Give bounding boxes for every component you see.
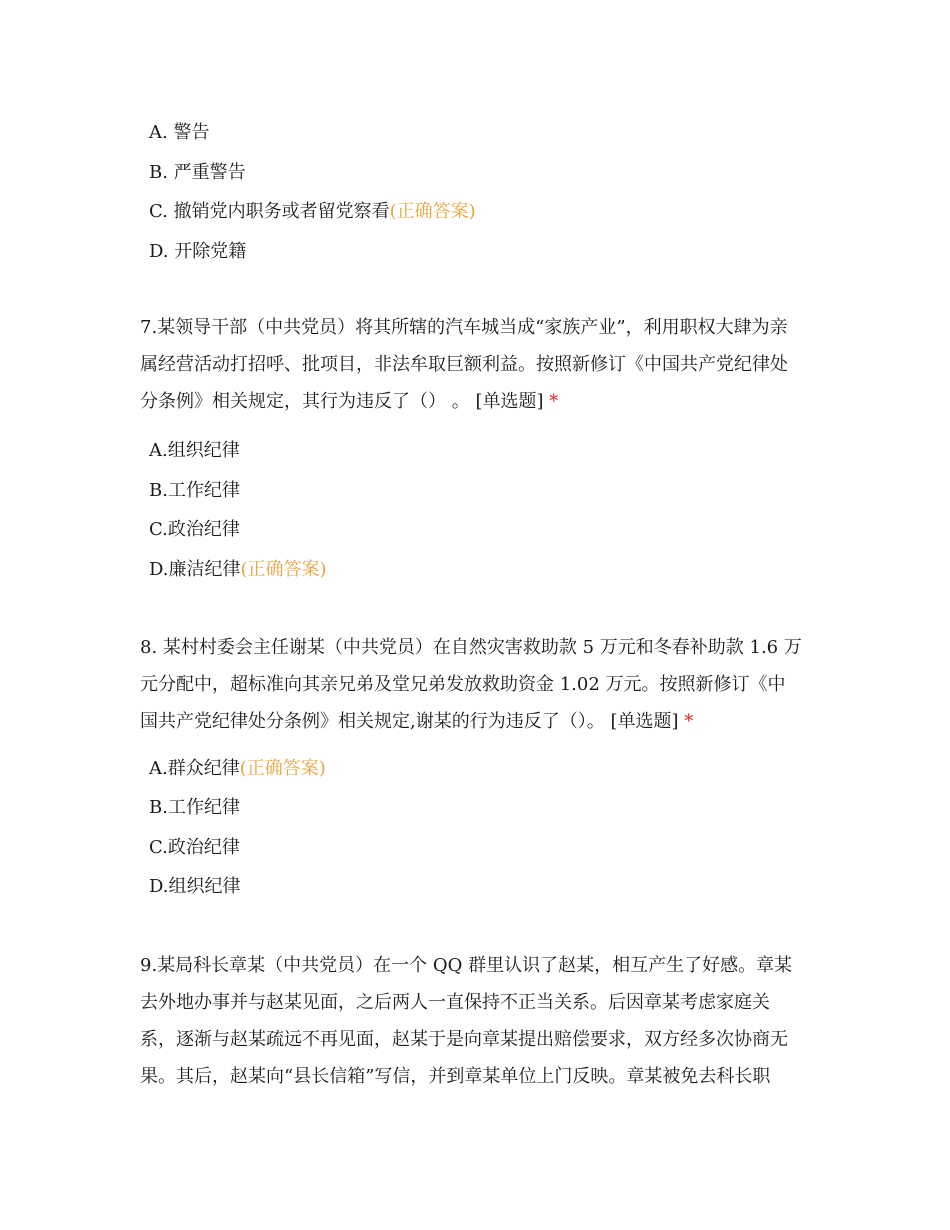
q8-option-d: D.组织纪律 (149, 876, 241, 897)
q6-option-c: C. 撤销党内职务或者留党察看(正确答案) (149, 201, 476, 222)
correct-answer-mark: (正确答案) (240, 559, 327, 580)
q8-question-text: 8. 某村村委会主任谢某（中共党员）在自然灾害救助款 5 万元和冬春补助款 1.6 万 元分配中，超标准向其亲兄弟及堂兄弟发放救助资金 1.02 万元。按照新修订《中 国共产党纪律处分条例》相关规定,谢某的行为违反了（）。 [单选题] * (140, 637, 802, 732)
q9-question-text: 9.某局科长章某（中共党员）在一个 QQ 群里认识了赵某，相互产生了好感。章某 去外地办事并与赵某见面，之后两人一直保持不正当关系。后因章某考虑家庭关 系，逐渐与赵某疏远不再见面，赵某于是向章某提出赔偿要求，双方经多次协商无 果。其后，赵某向“县长信箱”写信，并到章某单位上门反映。章某被免去科长职 (140, 955, 793, 1087)
q8-option-c: C.政治纪律 (149, 837, 240, 858)
q6-option-b: B. 严重警告 (149, 162, 246, 183)
correct-answer-mark: (正确答案) (239, 758, 326, 779)
q7-option-c: C.政治纪律 (149, 519, 240, 540)
q8-option-b: B.工作纪律 (149, 797, 240, 818)
q8-option-a: A.群众纪律(正确答案) (149, 758, 326, 779)
q6-option-a: A. 警告 (149, 122, 210, 143)
required-asterisk: * (549, 391, 559, 412)
q7-option-d: D.廉洁纪律(正确答案) (149, 559, 327, 580)
q7-option-b: B.工作纪律 (149, 480, 240, 501)
correct-answer-mark: (正确答案) (389, 201, 476, 222)
q7-option-a: A.组织纪律 (149, 440, 240, 461)
q6-option-d: D. 开除党籍 (149, 241, 247, 262)
q7-question-text: 7.某领导干部（中共党员）将其所辖的汽车城当成“家族产业”，利用职权大肆为亲 属经营活动打招呼、批项目，非法牟取巨额利益。按照新修订《中国共产党纪律处 分条例》相关规定，其行为违反了（） 。 [单选题] * (140, 317, 788, 412)
required-asterisk: * (684, 711, 694, 732)
